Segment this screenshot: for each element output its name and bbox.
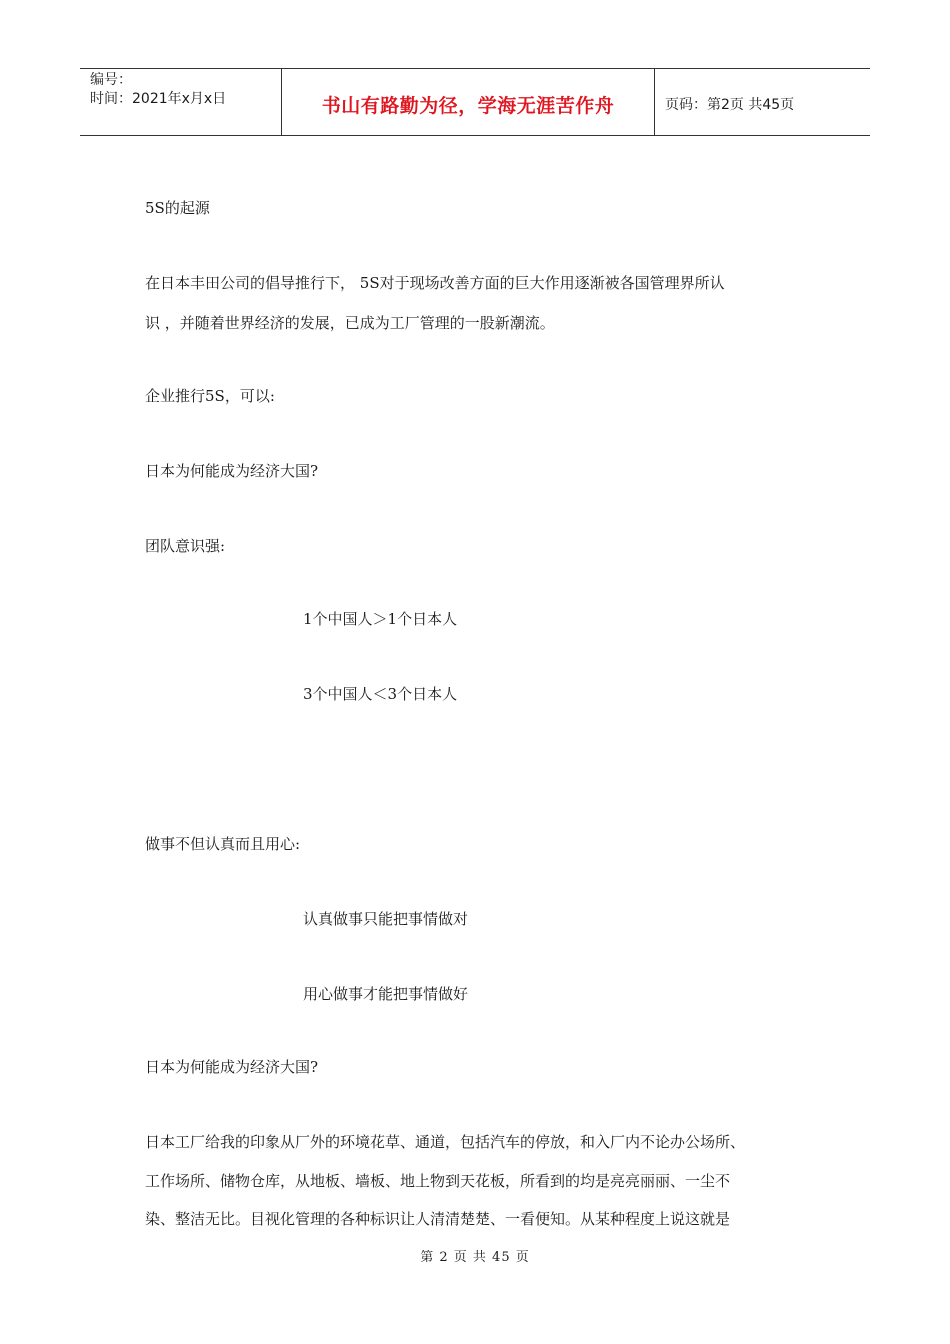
work-attitude-line-2: 用心做事才能把事情做好 xyxy=(303,985,469,1003)
motto-text: 书山有路勤为径，学海无涯苦作舟 xyxy=(321,94,615,117)
comparison-line-1: 1个中国人＞1个日本人 xyxy=(303,610,458,628)
work-attitude-heading: 做事不但认真而且用心: xyxy=(145,835,301,853)
paragraph-intro-line-2: 识 ，并随着世界经济的发展，已成为工厂管理的一股新潮流。 xyxy=(145,314,555,332)
document-header xyxy=(80,68,870,136)
work-attitude-line-1: 认真做事只能把事情做对 xyxy=(303,910,469,928)
question-economy-2: 日本为何能成为经济大国? xyxy=(145,1058,319,1076)
header-meta-cell xyxy=(80,69,282,135)
header-motto-cell xyxy=(282,69,655,135)
page-info: 页码：第2页 共45页 xyxy=(665,97,795,113)
question-economy-1: 日本为何能成为经济大国? xyxy=(145,462,319,480)
team-awareness-heading: 团队意识强: xyxy=(145,537,226,555)
section-title-origin: 5S的起源 xyxy=(145,199,210,217)
paragraph-factory-line-3: 染、整洁无比。目视化管理的各种标识让人清清楚楚、一看便知。从某种程度上说这就是 xyxy=(145,1210,731,1228)
paragraph-factory-line-1: 日本工厂给我的印象从厂外的环境花草、通道，包括汽车的停放，和入厂内不论办公场所、 xyxy=(145,1133,746,1151)
number-label: 编号： xyxy=(90,72,132,88)
paragraph-factory-line-2: 工作场所、储物仓库，从地板、墙板、地上物到天花板，所看到的均是亮亮丽丽、一尘不 xyxy=(145,1172,731,1190)
page-footer: 第 2 页 共 45 页 xyxy=(420,1250,530,1265)
time-label: 时间：2021年x月x日 xyxy=(90,91,227,107)
comparison-line-2: 3个中国人＜3个日本人 xyxy=(303,685,458,703)
header-page-cell xyxy=(655,69,870,135)
paragraph-enterprise: 企业推行5S，可以: xyxy=(145,387,275,405)
paragraph-intro-line-1: 在日本丰田公司的倡导推行下， 5S对于现场改善方面的巨大作用逐渐被各国管理界所认 xyxy=(145,274,725,292)
